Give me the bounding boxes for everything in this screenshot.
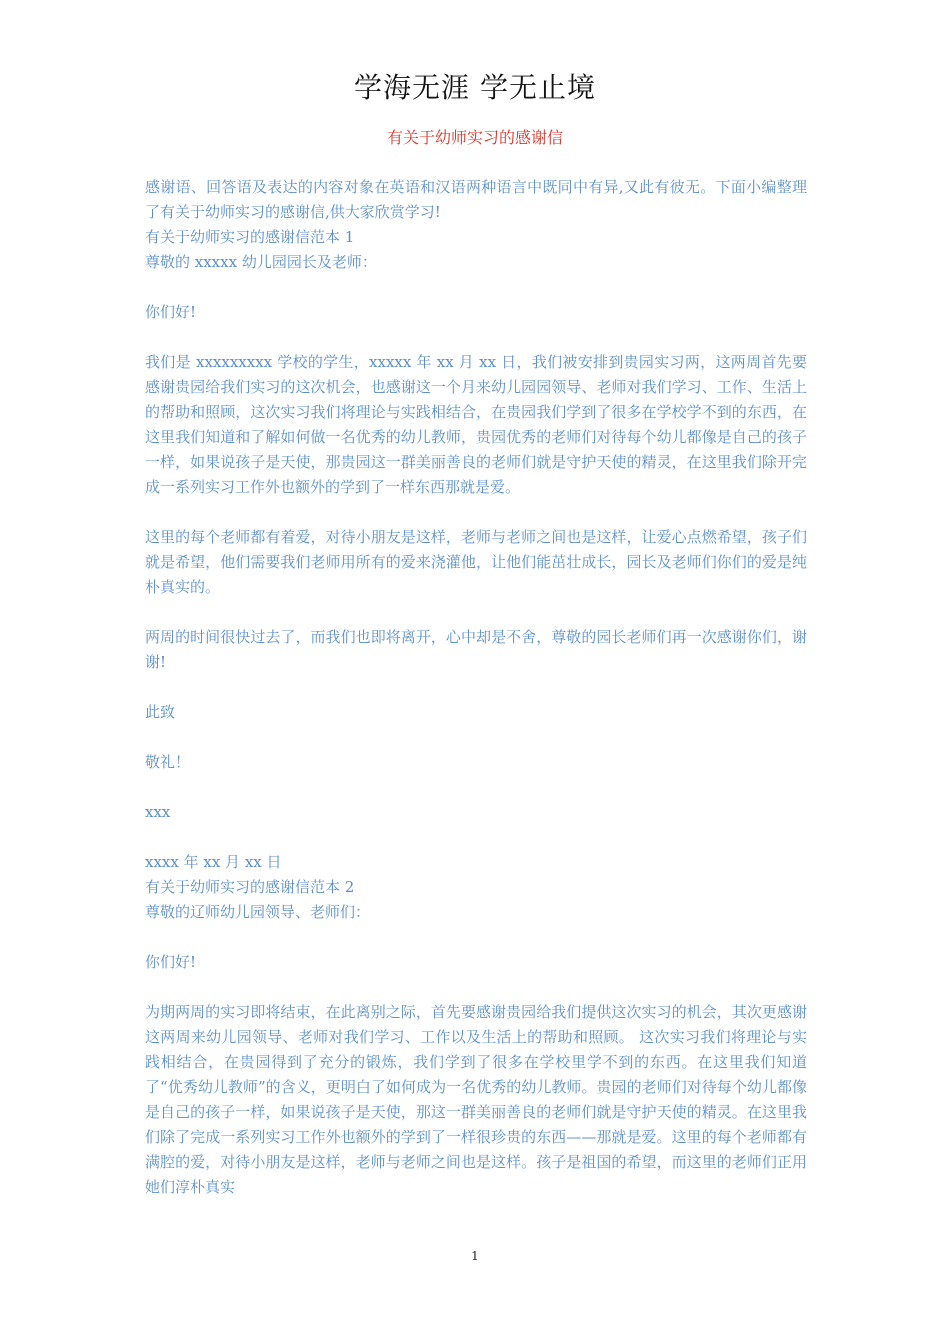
sample2-salutation: 尊敬的辽师幼儿园领导、老师们： [145,903,371,921]
sample2-greeting: 你们好! [145,953,197,971]
intro-paragraph: 感谢语、回答语及表达的内容对象在英语和汉语两种语言中既同中有异,又此有彼无。下面小编整理了有关于幼师实习的感谢信,供大家欣赏学习! [145,178,807,221]
sample1-closing-1: 此致 [145,703,176,721]
page-number: 1 [471,1249,479,1263]
sample2-heading: 有关于幼师实习的感谢信范本 2 [145,878,355,896]
sample1-paragraph-2: 这里的每个老师都有着爱，对待小朋友是这样，老师与老师之间也是这样，让爱心点燃希望，孩子们就是希望，他们需要我们老师用所有的爱来浇灌他，让他们能茁壮成长，园长及老师们你们的爱是纯朴真实的。 [145,528,807,596]
sample1-paragraph-3: 两周的时间很快过去了，而我们也即将离开，心中却是不舍，尊敬的园长老师们再一次感谢你们，谢谢! [145,628,807,671]
sample1-salutation: 尊敬的 xxxxx 幼儿园园长及老师： [145,253,377,271]
sample1-date: xxxx 年 xx 月 xx 日 [145,853,282,871]
sample1-signature: xxx [145,803,171,821]
header-title: 学海无涯 学无止境 [354,71,596,104]
letter-body [145,175,807,1200]
sample1-heading: 有关于幼师实习的感谢信范本 1 [145,228,355,246]
sample1-closing-2: 敬礼！ [145,753,191,771]
sample1-greeting: 你们好! [145,303,197,321]
sample1-paragraph-1: 我们是 xxxxxxxxx 学校的学生，xxxxx 年 xx 月 xx 日，我们被安排到贵园实习两，这两周首先要感谢贵园给我们实习的这次机会，也感谢这一个月来幼儿园园领导、老师对我们学习、工作、生活上的帮助和照顾，这次实习我们将理论与实践相结合，在贵园我们学到了很多在学校学不到的东西，在这里我们知道和了解如何做一名优秀的幼儿教师，贵园优秀的老师们对待每个幼儿都像是自己的孩子一样，如果说孩子是天使，那贵园这一群美丽善良的老师们就是守护天使的精灵，在这里我们除开完成一系列实习工作外也额外的学到了一样东西那就是爱。 [145,353,807,496]
document-subtitle: 有关于幼师实习的感谢信 [386,128,563,147]
sample2-paragraph-1: 为期两周的实习即将结束，在此离别之际，首先要感谢贵园给我们提供这次实习的机会，其次更感谢这两周来幼儿园领导、老师对我们学习、工作以及生活上的帮助和照顾。 这次实习我们将理论与实践相结合，在贵园得到了充分的锻炼，我们学到了很多在学校里学不到的东西。在这里我们知道了“优秀幼儿教师”的含义，更明白了如何成为一名优秀的幼儿教师。贵园的老师们对待每个幼儿都像是自己的孩子一样，如果说孩子是天使，那这一群美丽善良的老师们就是守护天使的精灵。在这里我们除了完成一系列实习工作外也额外的学到了一样很珍贵的东西——那就是爱。这里的每个老师都有满腔的爱，对待小朋友是这样，老师与老师之间也是这样。孩子是祖国的希望，而这里的老师们正用她们淳朴真实 [145,1003,807,1196]
